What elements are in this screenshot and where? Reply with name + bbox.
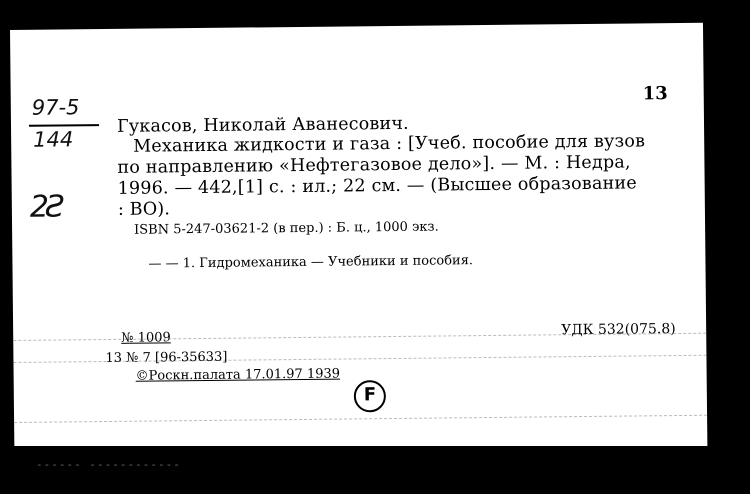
inventory-number: № 1009 (121, 330, 171, 346)
copyright-line: ©Роскн.палата 17.01.97 1939 (135, 366, 341, 384)
handwritten-mark: 2Ƨ (29, 189, 63, 225)
card-number: 13 № 7 [96-35633] (105, 349, 228, 367)
shelfmark-top: 97-5 (31, 95, 80, 120)
imprint-line: 1996. — 442,[1] с. : ил.; 22 см. — (Высшее образование (117, 173, 637, 199)
page-number: 13 (642, 83, 668, 105)
shelfmark-divider (29, 124, 99, 127)
stamp-letter: F (363, 384, 377, 406)
title-line: Механика жидкости и газа : [Учеб. пособие для вузов (133, 131, 646, 157)
faint-rule (14, 415, 707, 423)
isbn-line: ISBN 5-247-03621-2 (в пер.) : Б. ц., 1000 экз. (134, 219, 439, 238)
udk-classification: УДК 532(075.8) (561, 321, 676, 339)
series-line: : ВО). (117, 199, 171, 220)
scan-edge-text: ------ ------------ (36, 458, 181, 471)
title-continuation-line: по направлению «Нефтегазовое дело»]. — М. : Недра, (117, 152, 631, 178)
stamp-icon (354, 380, 386, 412)
shelfmark-bottom: 144 (33, 127, 74, 152)
author-line: Гукасов, Николай Аванесович. (116, 113, 409, 137)
catalog-card (10, 23, 707, 458)
subject-headings: — — 1. Гидромеханика — Учебники и пособия. (148, 253, 474, 272)
